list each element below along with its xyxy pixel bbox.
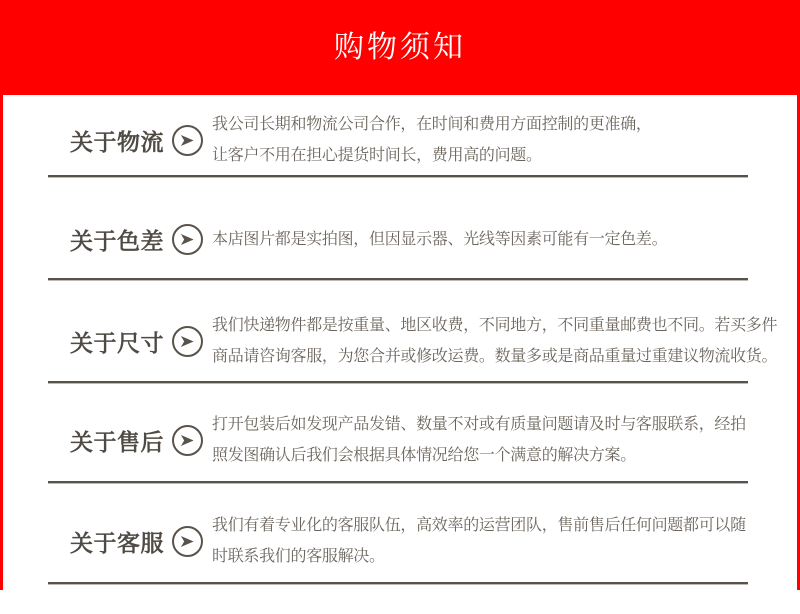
text-line: 本店图片都是实拍图，但因显示器、光线等因素可能有一定色差。 <box>212 231 668 248</box>
arrow-right-circle-icon <box>172 425 203 456</box>
text-line: 我们有着专业化的客服队伍，高效率的运营团队，售前售后任何问题都可以随 <box>212 517 746 534</box>
section-label: 关于售后 <box>70 428 164 455</box>
section-label: 关于尺寸 <box>70 329 164 356</box>
section-text <box>212 510 748 572</box>
text-line: 让客户不用在担心提货时间长，费用高的问题。 <box>212 147 542 164</box>
section-color-difference <box>48 177 748 280</box>
section-logistics <box>48 95 748 177</box>
section-text <box>212 224 748 255</box>
section-label: 关于客服 <box>70 529 164 556</box>
arrow-right-circle-icon <box>172 326 203 357</box>
section-after-sales <box>48 383 748 483</box>
text-line: 我们快递物件都是按重量、地区收费，不同地方，不同重量邮费也不同。若买多件 <box>212 317 778 334</box>
arrow-right-circle-icon <box>172 224 203 255</box>
section-text <box>212 409 748 471</box>
section-size <box>48 280 778 383</box>
arrow-right-circle-icon <box>172 125 203 156</box>
page-title: 购物须知 <box>334 30 466 64</box>
notice-sections <box>48 95 778 584</box>
section-label: 关于物流 <box>70 128 164 155</box>
arrow-right-circle-icon <box>172 526 203 557</box>
text-line: 打开包装后如发现产品发错、数量不对或有质量问题请及时与客服联系，经拍 <box>212 416 746 433</box>
text-line: 我公司长期和物流公司合作，在时间和费用方面控制的更准确， <box>212 116 652 133</box>
left-red-border <box>0 95 3 590</box>
header-banner <box>0 0 800 95</box>
text-line: 商品请咨询客服，为您合并或修改运费。数量多或是商品重量过重建议物流收货。 <box>212 348 778 365</box>
section-text <box>212 310 778 372</box>
section-customer-service <box>48 483 748 584</box>
section-label: 关于色差 <box>70 228 164 254</box>
section-text <box>212 109 748 171</box>
text-line: 时联系我们的客服解决。 <box>212 548 385 565</box>
text-line: 照发图确认后我们会根据具体情况给您一个满意的解决方案。 <box>212 447 636 464</box>
